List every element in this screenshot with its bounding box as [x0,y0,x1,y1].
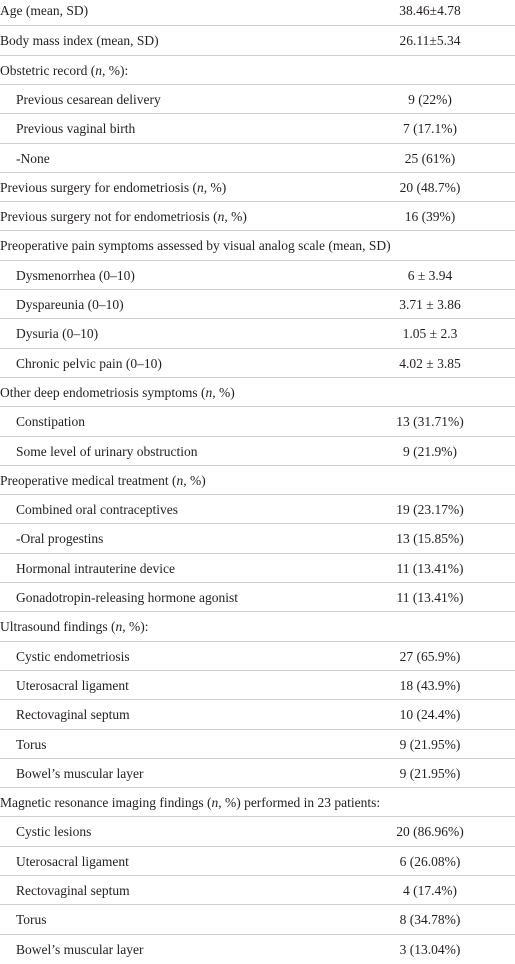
row-value: 20 (48.7%) [399,179,461,195]
row-label: Preoperative pain symptoms assessed by visual analog scale (mean, SD) [0,238,391,254]
table-row [0,0,515,25]
row-value: 20 (86.96%) [396,824,464,840]
row-label: Torus [16,912,47,928]
row-label: Dysmenorrhea (0–10) [16,267,135,283]
row-label: Ultrasound findings (n, %): [0,619,149,635]
table-row [0,641,515,671]
table-row [0,289,515,319]
row-value: 3.71 ± 3.86 [399,297,461,312]
table-row [0,699,515,729]
row-label: Previous cesarean delivery [16,91,161,107]
row-label: Uterosacral ligament [16,853,129,869]
row-label: Magnetic resonance imaging findings (n, %) performed in 23 patients: [0,795,381,811]
row-value: 13 (31.71%) [396,414,464,430]
row-label: Hormonal intrauterine device [16,560,175,576]
row-label: Other deep endometriosis symptoms (n, %) [0,384,235,400]
row-value: 16 (39%) [404,209,456,225]
row-label: Constipation [16,414,86,430]
row-value: 9 (22%) [408,91,452,107]
table-row [0,436,515,466]
row-value: 6 (26.08%) [399,853,461,869]
table-section-header [0,55,515,85]
row-label: Combined oral contraceptives [16,502,178,518]
row-value: 9 (21.95%) [399,736,461,752]
table-row [0,348,515,378]
row-value: 19 (23.17%) [396,502,464,518]
table-row [0,201,515,231]
row-value: 18 (43.9%) [399,677,461,693]
table-row [0,25,515,55]
row-label: Previous vaginal birth [16,121,136,137]
row-value: 3 (13.04%) [399,941,461,957]
table-row [0,406,515,436]
table-row [0,816,515,846]
row-label: Some level of urinary obstruction [16,443,198,459]
table-row [0,670,515,700]
table-section-header [0,787,515,817]
row-value: 10 (24.4%) [399,707,461,723]
table-row [0,846,515,876]
row-value: 9 (21.9%) [403,443,457,459]
table-row [0,934,515,964]
row-label: Rectovaginal septum [16,883,130,898]
row-value: 6 ± 3.94 [407,267,453,283]
row-value: 9 (21.95%) [399,765,461,781]
table-section-header [0,611,515,641]
row-value: 38.46±4.78 [399,3,461,18]
row-label: Gonadotropin-releasing hormone agonist [16,590,238,605]
table-row [0,904,515,934]
table-section-header [0,230,515,260]
row-value: 1.05 ± 2.3 [402,326,458,342]
row-value: 27 (65.9%) [399,648,461,664]
table-row [0,553,515,583]
row-label: -Oral progestins [16,531,104,547]
row-value: 25 (61%) [404,150,456,166]
table-section-header [0,377,515,407]
row-label: Dyspareunia (0–10) [16,297,124,312]
table-row [0,260,515,290]
row-value: 11 (13.41%) [396,560,464,576]
table-row [0,582,515,612]
row-label: Bowel’s muscular layer [16,941,144,957]
row-label: Torus [16,736,47,752]
table-row [0,113,515,143]
row-label: Rectovaginal septum [16,707,130,723]
table-row [0,143,515,173]
row-label: Body mass index (mean, SD) [0,33,159,49]
row-value: 4 (17.4%) [403,883,457,898]
row-label: Cystic endometriosis [16,648,130,664]
row-label: Previous surgery for endometriosis (n, %) [0,179,227,195]
row-label: Preoperative medical treatment (n, %) [0,472,206,488]
row-label: Cystic lesions [16,824,92,840]
table-row [0,523,515,553]
table-row [0,318,515,348]
row-label: Uterosacral ligament [16,677,129,693]
row-value: 11 (13.41%) [396,590,464,605]
table-row [0,758,515,788]
row-value: 7 (17.1%) [403,121,457,137]
row-value: 26.11±5.34 [399,33,461,49]
table-row [0,875,515,905]
table-section-header [0,465,515,495]
table-row [0,494,515,524]
row-label: -None [16,150,50,166]
row-label: Dysuria (0–10) [16,326,99,342]
row-value: 4.02 ± 3.85 [399,355,461,371]
row-value: 13 (15.85%) [396,531,464,547]
row-label: Obstetric record (n, %): [0,62,129,78]
row-label: Chronic pelvic pain (0–10) [16,355,162,371]
table-row [0,84,515,114]
row-label: Bowel’s muscular layer [16,765,144,781]
row-label: Previous surgery not for endometriosis (n, %) [0,209,247,225]
table-row [0,729,515,759]
table-row [0,172,515,202]
row-value: 8 (34.78%) [399,912,461,928]
row-label: Age (mean, SD) [0,3,89,18]
